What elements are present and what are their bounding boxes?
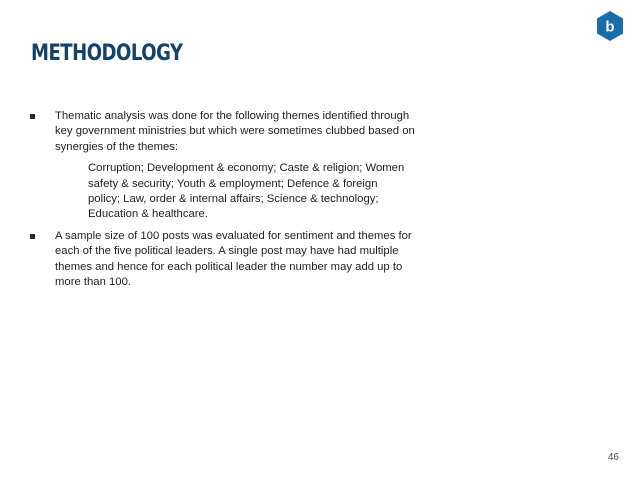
- bullet-text: Thematic analysis was done for the following themes identified through key government ministries but which were sometimes clubbed based on synergies of the themes:: [55, 110, 415, 153]
- bullet-marker-icon: [30, 234, 35, 239]
- slide-body: [30, 109, 420, 290]
- bullet-text: A sample size of 100 posts was evaluated for sentiment and themes for each of the five political leaders. A single post may have had multiple themes and hence for each political leader the number may add up to more than 100.: [55, 229, 412, 289]
- slide-title: METHODOLOGY: [31, 41, 183, 66]
- bullet-item: [30, 109, 420, 223]
- logo-letter: b: [605, 18, 615, 36]
- bullet-marker-icon: [30, 114, 35, 119]
- page-number: 46: [607, 452, 619, 463]
- brand-logo-icon: [597, 11, 623, 41]
- bullet-item: [30, 229, 420, 291]
- themes-list: Corruption; Development & economy; Caste & religion; Women safety & security; Youth & employment; Defence & foreign policy; Law, order & internal affairs; Science & technology; Education & healthcare.: [88, 162, 405, 221]
